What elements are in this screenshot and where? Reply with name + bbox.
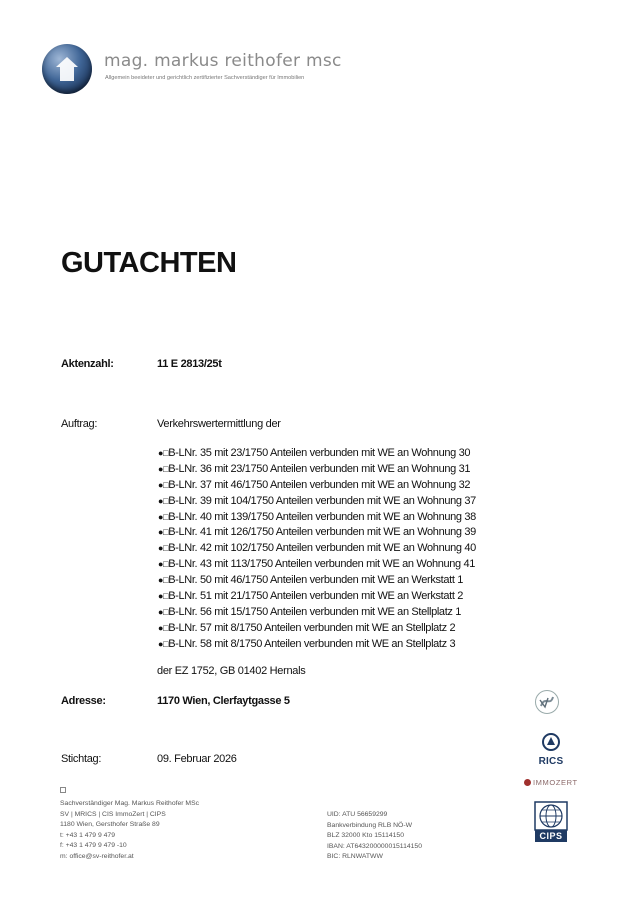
list-item: ●□B-LNr. 58 mit 8/1750 Anteilen verbunden mit WE an Stellplatz 3: [158, 637, 456, 650]
footer-bank-details: UID: ATU 56659299 Bankverbindung RLB NÖ-W BLZ 32000 Kto 15114150 IBAN: AT643200000015114150 BIC: RLNWATWW: [327, 811, 422, 861]
stichtag-value: 09. Februar 2026: [157, 753, 237, 765]
document-title: GUTACHTEN: [61, 247, 237, 279]
immozert-dot-icon: [524, 779, 531, 786]
company-logo: [42, 44, 92, 94]
stichtag-label: Stichtag:: [61, 753, 102, 765]
footer-contact: Sachverständiger Mag. Markus Reithofer MSc SV | MRICS | CIS ImmoZert | CIPS 1180 Wien, Gersthofer Straße 89 t: +43 1 479 9 479 f: +43 1 479 9 479 -10 m: office@sv-reithofer.at: [60, 800, 200, 860]
property-item-list: [158, 446, 476, 653]
list-item: ●□B-LNr. 51 mit 21/1750 Anteilen verbunden mit WE an Werkstatt 2: [158, 590, 464, 603]
list-item: ●□B-LNr. 50 mit 46/1750 Anteilen verbunden mit WE an Werkstatt 1: [158, 574, 464, 587]
bullet-icon: ●□: [158, 622, 169, 633]
list-item: ●□B-LNr. 43 mit 113/1750 Anteilen verbunden mit WE an Wohnung 41: [158, 558, 476, 571]
list-item: ●□B-LNr. 42 mit 102/1750 Anteilen verbunden mit WE an Wohnung 40: [158, 542, 476, 555]
list-item: ●□B-LNr. 39 mit 104/1750 Anteilen verbunden mit WE an Wohnung 37: [158, 494, 476, 507]
house-icon: [56, 56, 78, 82]
bullet-icon: ●□: [158, 591, 169, 602]
immozert-logo: IMMOZERT: [524, 778, 578, 787]
cips-text: CIPS: [539, 831, 563, 841]
aktenzahl-label: Aktenzahl:: [61, 358, 114, 370]
placeholder-image-icon: [60, 787, 66, 793]
bullet-icon: ●□: [158, 527, 169, 538]
bullet-icon: ●□: [158, 543, 169, 554]
adresse-label: Adresse:: [61, 695, 106, 707]
bullet-icon: ●□: [158, 448, 169, 458]
list-item: ●□B-LNr. 35 mit 23/1750 Anteilen verbunden mit WE an Wohnung 30: [158, 447, 471, 459]
cips-logo: [534, 801, 568, 843]
aktenzahl-value: 11 E 2813/25t: [157, 358, 222, 370]
bullet-icon: ●□: [158, 511, 169, 522]
bullet-icon: ●□: [158, 463, 169, 474]
ez-text: der EZ 1752, GB 01402 Hernals: [157, 665, 306, 677]
list-item: ●□B-LNr. 41 mit 126/1750 Anteilen verbunden mit WE an Wohnung 39: [158, 526, 476, 539]
bullet-icon: ●□: [158, 495, 169, 506]
bullet-icon: ●□: [158, 606, 169, 617]
list-item: ●□B-LNr. 56 mit 15/1750 Anteilen verbunden mit WE an Stellplatz 1: [158, 605, 462, 618]
list-item: ●□B-LNr. 57 mit 8/1750 Anteilen verbunden mit WE an Stellplatz 2: [158, 621, 456, 634]
sv-badge-icon: [535, 690, 559, 714]
brand-name: mag. markus reithofer msc: [104, 51, 342, 71]
bullet-icon: ●□: [158, 559, 169, 570]
bullet-icon: ●□: [158, 575, 169, 586]
list-item: ●□B-LNr. 40 mit 139/1750 Anteilen verbunden mit WE an Wohnung 38: [158, 510, 476, 523]
list-item: ●□B-LNr. 36 mit 23/1750 Anteilen verbunden mit WE an Wohnung 31: [158, 462, 471, 475]
rics-emblem-icon: [541, 733, 561, 751]
auftrag-intro: Verkehrswertermittlung der: [157, 418, 281, 430]
auftrag-label: Auftrag:: [61, 418, 98, 430]
bullet-icon: ●□: [158, 638, 169, 649]
rics-logo: [534, 733, 568, 767]
adresse-value: 1170 Wien, Clerfaytgasse 5: [157, 695, 290, 707]
rics-text: RICS: [538, 756, 564, 767]
bullet-icon: ●□: [158, 479, 169, 490]
list-item: ●□B-LNr. 37 mit 46/1750 Anteilen verbunden mit WE an Wohnung 32: [158, 478, 471, 491]
brand-subtitle: Allgemein beeideter und gerichtlich zertifizierter Sachverständiger für Immobilien: [105, 75, 305, 81]
